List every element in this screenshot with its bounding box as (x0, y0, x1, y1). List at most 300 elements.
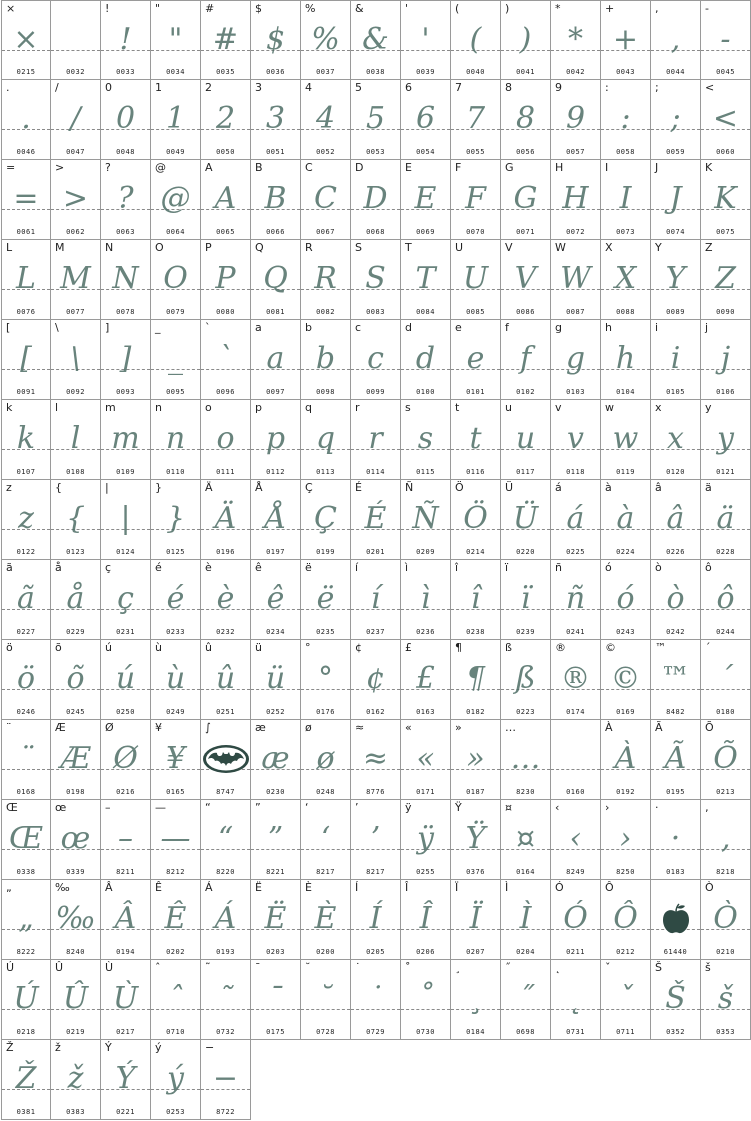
glyph-sample: P (215, 261, 236, 296)
glyph-cell (551, 800, 601, 880)
glyph-sample: v (567, 421, 584, 456)
bat-logo-icon (201, 734, 250, 784)
glyph-cell (201, 800, 251, 880)
glyph-char-label: B (255, 161, 263, 174)
glyph-code-label: 0077 (66, 308, 85, 316)
glyph-cell (251, 720, 301, 800)
glyph-cell (451, 400, 501, 480)
glyph-sample: Z (715, 261, 736, 296)
glyph-code-label: 0073 (616, 228, 635, 236)
glyph-code-label: 8211 (116, 868, 135, 876)
glyph-char-label: e (455, 321, 462, 334)
glyph-cell (651, 240, 701, 320)
glyph-code-label: 0163 (416, 708, 435, 716)
glyph-code-label: 0051 (266, 148, 285, 156)
glyph-char-label: ß (505, 641, 512, 654)
glyph-cell (601, 960, 651, 1040)
glyph-code-label: 0249 (166, 708, 185, 716)
glyph-char-label: $ (255, 2, 262, 15)
glyph-sample: q (315, 421, 336, 456)
glyph-cell (601, 800, 651, 880)
glyph-cell (51, 0, 101, 80)
glyph-cell (351, 160, 401, 240)
glyph-char-label: j (705, 321, 709, 334)
glyph-sample: Ã (664, 741, 687, 776)
glyph-char-label: > (55, 161, 65, 174)
glyph-cell (451, 240, 501, 320)
glyph-code-label: 0069 (416, 228, 435, 236)
glyph-char-label: ü (255, 641, 262, 654)
glyph-sample: b (315, 341, 336, 376)
glyph-sample: ; (670, 101, 681, 136)
glyph-sample: ù (165, 661, 186, 696)
glyph-char-label: ý (155, 1041, 162, 1054)
glyph-char-label: ˆ (155, 961, 161, 974)
glyph-char-label: J (655, 161, 659, 174)
glyph-cell (601, 240, 651, 320)
glyph-cell (101, 800, 151, 880)
glyph-cell (151, 400, 201, 480)
glyph-code-label: 0071 (516, 228, 535, 236)
glyph-char-label: A (205, 161, 213, 174)
glyph-code-label: 0174 (566, 708, 585, 716)
glyph-code-label: 0083 (366, 308, 385, 316)
glyph-cell (101, 480, 151, 560)
glyph-char-label: Ö (455, 481, 464, 494)
glyph-code-label: 0124 (116, 548, 135, 556)
glyph-char-label: 4 (305, 81, 312, 94)
glyph-code-label: 0075 (716, 228, 735, 236)
glyph-sample: m (111, 421, 140, 456)
glyph-cell (301, 80, 351, 160)
glyph-sample (51, 15, 100, 65)
glyph-char-label: n (155, 401, 162, 414)
glyph-cell (51, 880, 101, 960)
glyph-cell (1, 480, 51, 560)
glyph-cell (251, 240, 301, 320)
glyph-sample: & (362, 22, 389, 57)
glyph-cell (601, 400, 651, 480)
glyph-char-label: u (505, 401, 512, 414)
glyph-sample: z (18, 501, 34, 536)
glyph-sample: ˙ (368, 981, 383, 1016)
glyph-cell (151, 640, 201, 720)
glyph-sample: 8 (515, 101, 536, 136)
glyph-code-label: 0251 (216, 708, 235, 716)
glyph-cell (701, 160, 751, 240)
glyph-cell (701, 0, 751, 80)
glyph-char-label: Ò (705, 881, 714, 894)
glyph-cell (651, 960, 701, 1040)
glyph-sample: ‘ (320, 821, 331, 856)
glyph-sample: Ü (512, 501, 539, 536)
glyph-code-label: 8776 (366, 788, 385, 796)
glyph-sample: Ê (164, 901, 187, 936)
glyph-cell (401, 240, 451, 320)
glyph-char-label: í (355, 561, 359, 574)
glyph-sample: û (215, 661, 236, 696)
glyph-char-label: Û (55, 961, 64, 974)
glyph-sample: > (62, 181, 89, 216)
glyph-sample: ˘ (318, 981, 333, 1016)
glyph-sample: æ (261, 741, 290, 776)
glyph-code-label: 0235 (316, 628, 335, 636)
glyph-cell (351, 880, 401, 960)
glyph-sample: h (615, 341, 636, 376)
glyph-code-label: 0120 (666, 468, 685, 476)
glyph-cell (351, 560, 401, 640)
glyph-char-label: y (705, 401, 712, 414)
glyph-sample: ¥ (165, 741, 186, 776)
glyph-code-label: 0160 (566, 788, 585, 796)
glyph-cell (601, 640, 651, 720)
glyph-cell (351, 400, 401, 480)
glyph-cell (251, 480, 301, 560)
glyph-code-label: 0218 (16, 1028, 36, 1036)
glyph-cell (351, 640, 401, 720)
glyph-cell (1, 640, 51, 720)
glyph-char-label: d (405, 321, 412, 334)
glyph-code-label: 0043 (616, 68, 635, 76)
glyph-cell (301, 400, 351, 480)
glyph-char-label: » (455, 721, 462, 734)
glyph-char-label: £ (405, 641, 412, 654)
glyph-cell (401, 80, 451, 160)
glyph-sample: [ (20, 341, 32, 376)
glyph-sample: ¯ (268, 981, 283, 1016)
glyph-sample: j (720, 341, 731, 376)
glyph-char-label: Â (105, 881, 113, 894)
glyph-char-label: + (605, 2, 615, 15)
glyph-sample: Á (214, 901, 237, 936)
glyph-code-label: 0729 (366, 1028, 385, 1036)
glyph-cell (51, 960, 101, 1040)
glyph-sample: C (314, 181, 337, 216)
glyph-cell (101, 640, 151, 720)
glyph-char-label: f (505, 321, 509, 334)
glyph-char-label: — (155, 801, 166, 814)
glyph-cell (651, 880, 701, 960)
glyph-sample: í (370, 581, 381, 616)
glyph-sample: L (16, 261, 36, 296)
glyph-cell (651, 640, 701, 720)
glyph-code-label: 0079 (166, 308, 185, 316)
glyph-code-label: 0104 (616, 388, 635, 396)
glyph-code-label: 0731 (566, 1028, 585, 1036)
glyph-sample: ä (716, 501, 735, 536)
glyph-char-label: ï (505, 561, 509, 574)
glyph-cell (701, 560, 751, 640)
glyph-cell (251, 560, 301, 640)
glyph-sample: ú (115, 661, 136, 696)
glyph-sample: Ë (264, 901, 287, 936)
glyph-char-label: ‚ (705, 801, 709, 814)
glyph-code-label: 0038 (366, 68, 385, 76)
glyph-code-label: 0111 (216, 468, 235, 476)
glyph-char-label: Z (705, 241, 713, 254)
glyph-char-label: 7 (455, 81, 462, 94)
glyph-sample: ü (265, 661, 286, 696)
glyph-sample: ’ (370, 821, 381, 856)
glyph-cell (201, 960, 251, 1040)
glyph-sample: S (365, 261, 386, 296)
glyph-code-label: 0035 (216, 68, 235, 76)
glyph-char-label: 0 (105, 81, 112, 94)
glyph-code-label: 0164 (516, 868, 535, 876)
glyph-cell (451, 80, 501, 160)
glyph-char-label: ≈ (355, 721, 365, 734)
glyph-code-label: 0123 (66, 548, 85, 556)
glyph-char-label: œ (55, 801, 67, 814)
glyph-char-label: ë (305, 561, 312, 574)
glyph-cell (51, 160, 101, 240)
glyph-char-label: û (205, 641, 212, 654)
glyph-sample: ) (519, 22, 532, 57)
glyph-char-label: Ó (555, 881, 564, 894)
glyph-cell (551, 720, 601, 800)
glyph-cell (101, 160, 151, 240)
glyph-sample: _ (168, 341, 183, 376)
glyph-cell (151, 480, 201, 560)
glyph-sample: ñ (565, 581, 586, 616)
glyph-code-label: 0339 (66, 868, 85, 876)
glyph-char-label: à (605, 481, 612, 494)
glyph-char-label: Ú (6, 961, 15, 974)
glyph-cell (401, 320, 451, 400)
glyph-cell (51, 1040, 101, 1120)
glyph-sample: } (165, 501, 186, 536)
glyph-cell (301, 160, 351, 240)
glyph-code-label: 0236 (416, 628, 435, 636)
glyph-cell (401, 160, 451, 240)
glyph-code-label: 0099 (366, 388, 385, 396)
glyph-code-label: 0068 (366, 228, 385, 236)
glyph-code-label: 0238 (466, 628, 485, 636)
glyph-code-label: 0084 (416, 308, 435, 316)
glyph-sample: w (612, 421, 639, 456)
glyph-char-label: W (555, 241, 566, 254)
glyph-cell (601, 480, 651, 560)
glyph-sample: ¸ (468, 981, 483, 1016)
glyph-code-label: 0162 (366, 708, 385, 716)
glyph-code-label: 0245 (66, 708, 85, 716)
glyph-cell (551, 320, 601, 400)
glyph-char-label: å (55, 561, 62, 574)
glyph-sample: Ò (713, 901, 738, 936)
glyph-sample: ‰ (55, 901, 96, 936)
glyph-cell (201, 80, 251, 160)
glyph-cell (51, 800, 101, 880)
glyph-cell (1, 720, 51, 800)
glyph-cell (601, 0, 651, 80)
glyph-char-label: U (455, 241, 464, 254)
glyph-cell (51, 560, 101, 640)
glyph-char-label: M (55, 241, 65, 254)
glyph-code-label: 8218 (716, 868, 735, 876)
glyph-sample: ( (469, 22, 482, 57)
glyph-char-label: Ô (605, 881, 614, 894)
glyph-sample: È (314, 901, 337, 936)
glyph-code-label: 0087 (566, 308, 585, 316)
glyph-code-label: 0180 (716, 708, 735, 716)
glyph-cell (501, 640, 551, 720)
glyph-sample: ß (515, 661, 536, 696)
glyph-char-label: Ÿ (455, 801, 462, 814)
glyph-code-label: 0192 (616, 788, 635, 796)
glyph-char-label: @ (155, 161, 166, 174)
glyph-sample: © (610, 661, 641, 696)
glyph-code-label: 0195 (666, 788, 685, 796)
glyph-sample: J (669, 181, 682, 216)
glyph-sample: 5 (365, 101, 386, 136)
glyph-code-label: 0728 (316, 1028, 335, 1036)
glyph-code-label: 0230 (266, 788, 285, 796)
glyph-cell (251, 960, 301, 1040)
glyph-code-label: 0101 (466, 388, 485, 396)
glyph-code-label: 0381 (16, 1108, 36, 1116)
glyph-code-label: 0116 (466, 468, 485, 476)
glyph-cell (101, 560, 151, 640)
glyph-sample: ý (167, 1061, 184, 1096)
glyph-sample: d (415, 341, 436, 376)
glyph-sample: $ (265, 22, 286, 57)
glyph-sample: à (616, 501, 635, 536)
glyph-sample: Ž (15, 1061, 37, 1096)
glyph-char-label: ; (655, 81, 659, 94)
glyph-code-label: 0063 (116, 228, 135, 236)
glyph-code-label: 0255 (416, 868, 435, 876)
glyph-char-label: „ (6, 881, 12, 894)
glyph-char-label: … (505, 721, 516, 734)
glyph-sample: „ (18, 901, 34, 936)
glyph-sample: ø (316, 741, 335, 776)
glyph-cell (501, 160, 551, 240)
glyph-sample: K (714, 181, 737, 216)
glyph-code-label: 0207 (466, 948, 485, 956)
glyph-code-label: 0122 (16, 548, 36, 556)
glyph-char-label: # (205, 2, 215, 15)
glyph-char-label: ˘ (305, 961, 311, 974)
glyph-cell (251, 880, 301, 960)
glyph-sample: D (363, 181, 388, 216)
glyph-cell (701, 640, 751, 720)
glyph-code-label: 0103 (566, 388, 585, 396)
glyph-cell (201, 240, 251, 320)
glyph-cell (551, 640, 601, 720)
glyph-char-label: “ (205, 801, 211, 814)
glyph-sample: × (13, 22, 39, 57)
glyph-code-label: 0036 (266, 68, 285, 76)
glyph-code-label: 0061 (16, 228, 36, 236)
glyph-cell (451, 560, 501, 640)
glyph-cell (351, 80, 401, 160)
glyph-cell (251, 800, 301, 880)
glyph-code-label: 0041 (516, 68, 535, 76)
glyph-code-label: 0032 (66, 68, 85, 76)
glyph-cell (301, 880, 351, 960)
glyph-code-label: 0169 (616, 708, 635, 716)
glyph-sample: ¶ (465, 661, 486, 696)
glyph-code-label: 8221 (266, 868, 285, 876)
glyph-sample: ` (218, 341, 233, 376)
glyph-cell (501, 240, 551, 320)
glyph-code-label: 0047 (66, 148, 85, 156)
glyph-cell (101, 320, 151, 400)
glyph-char-label: ¢ (355, 641, 362, 654)
glyph-cell (351, 0, 401, 80)
glyph-char-label: Ñ (405, 481, 414, 494)
glyph-sample: c (367, 341, 384, 376)
glyph-code-label: 0202 (166, 948, 185, 956)
glyph-cell (601, 320, 651, 400)
glyph-char-label: ø (305, 721, 312, 734)
glyph-code-label: 0108 (66, 468, 85, 476)
glyph-sample: ö (16, 661, 36, 696)
glyph-char-label: ó (605, 561, 612, 574)
glyph-code-label: 0225 (566, 548, 585, 556)
glyph-cell (101, 80, 151, 160)
glyph-char-label: ´ (705, 641, 711, 654)
glyph-code-label: 0062 (66, 228, 85, 236)
glyph-sample: + (612, 22, 639, 57)
glyph-sample: − (212, 1061, 239, 1096)
glyph-code-label: 0081 (266, 308, 285, 316)
glyph-sample: ã (17, 581, 35, 616)
glyph-code-label: 0250 (116, 708, 135, 716)
glyph-cell (101, 720, 151, 800)
glyph-cell (501, 960, 551, 1040)
glyph-code-label: 0067 (316, 228, 335, 236)
glyph-cell (451, 800, 501, 880)
glyph-char-label: ! (105, 2, 110, 15)
glyph-sample: ® (560, 661, 591, 696)
glyph-cell (651, 320, 701, 400)
glyph-cell (701, 480, 751, 560)
glyph-code-label: 0213 (716, 788, 735, 796)
glyph-char-label: o (205, 401, 212, 414)
glyph-code-label: 0187 (466, 788, 485, 796)
glyph-code-label: 0353 (716, 1028, 735, 1036)
glyph-cell (51, 640, 101, 720)
glyph-code-label: 0220 (516, 548, 535, 556)
glyph-sample: e (466, 341, 485, 376)
glyph-code-label: 0086 (516, 308, 535, 316)
glyph-sample: , (670, 22, 681, 57)
glyph-char-label: Ê (155, 881, 162, 894)
glyph-sample: M (60, 261, 91, 296)
glyph-cell (201, 720, 251, 800)
glyph-char-label: b (305, 321, 312, 334)
glyph-sample: Ú (13, 981, 39, 1016)
glyph-code-label: 0198 (66, 788, 85, 796)
glyph-cell (201, 880, 251, 960)
glyph-char-label: " (155, 2, 161, 15)
glyph-code-label: 0096 (216, 388, 235, 396)
glyph-cell (251, 320, 301, 400)
glyph-cell (651, 560, 701, 640)
glyph-code-label: 8722 (216, 1108, 235, 1116)
glyph-sample: ˚ (418, 981, 433, 1016)
glyph-code-label: 0228 (716, 548, 735, 556)
glyph-sample: ‚ (720, 821, 731, 856)
glyph-sample: Û (62, 981, 89, 1016)
glyph-code-label: 0039 (416, 68, 435, 76)
glyph-sample: ‹ (569, 821, 582, 856)
glyph-sample: À (614, 741, 637, 776)
glyph-cell (201, 0, 251, 80)
glyph-code-label: 0085 (466, 308, 485, 316)
glyph-sample: W (560, 261, 591, 296)
